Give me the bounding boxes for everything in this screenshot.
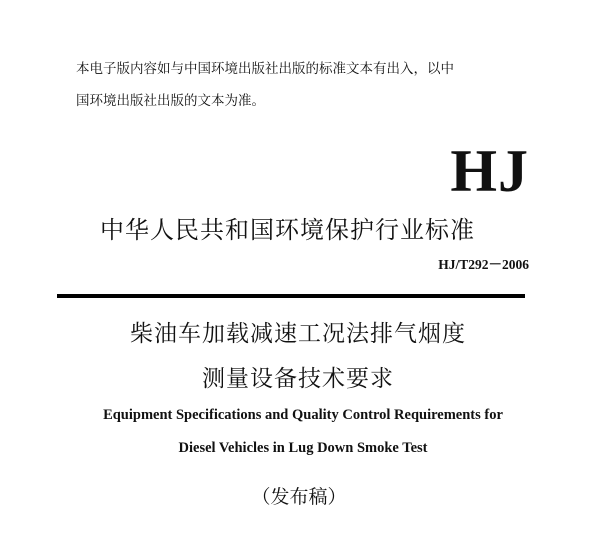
chinese-title-line-1: 柴油车加载减速工况法排气烟度 bbox=[130, 321, 466, 347]
english-title-line-2: Diesel Vehicles in Lug Down Smoke Test bbox=[178, 440, 428, 456]
standard-category-title: 中华人民共和国环境保护行业标准 bbox=[100, 216, 475, 244]
standard-number: HJ/T292－2006 bbox=[438, 257, 529, 272]
release-status-label: （发布稿） bbox=[251, 486, 347, 508]
header-divider bbox=[57, 294, 525, 298]
notice-line-1: 本电子版内容如与中国环境出版社出版的标准文本有出入，以中 bbox=[76, 61, 454, 77]
hj-logo: HJ bbox=[450, 138, 529, 204]
chinese-title-line-2: 测量设备技术要求 bbox=[202, 366, 394, 392]
english-title-line-1: Equipment Specifications and Quality Control Requirements for bbox=[103, 407, 503, 423]
notice-line-2: 国环境出版社出版的文本为准。 bbox=[76, 93, 265, 109]
